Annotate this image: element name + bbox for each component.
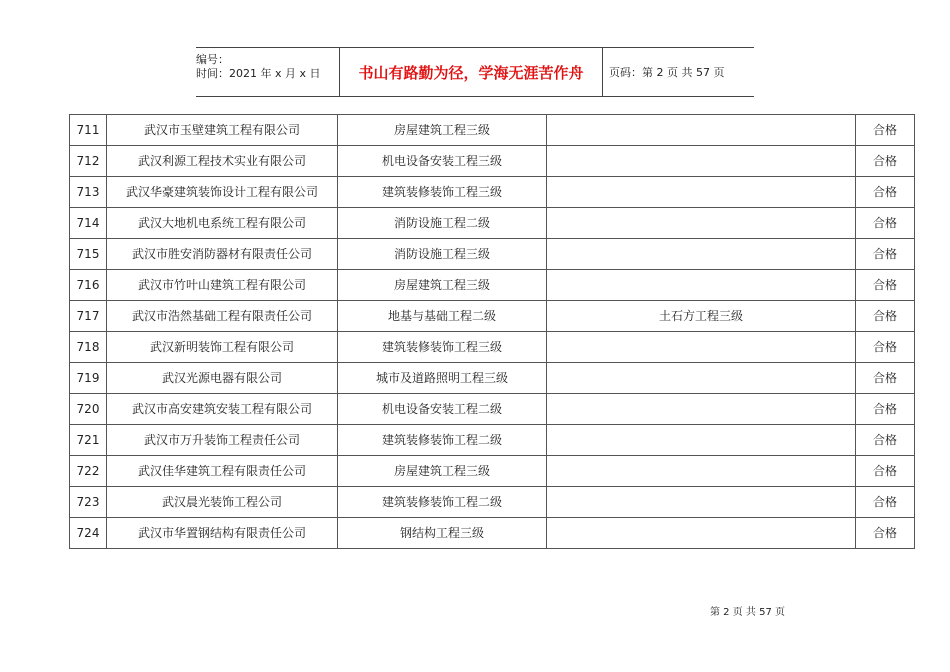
- result-cell: 合格: [856, 177, 915, 208]
- row-number-cell: 718: [70, 332, 107, 363]
- result-cell: 合格: [856, 487, 915, 518]
- company-name-cell: 武汉市胜安消防器材有限责任公司: [107, 239, 338, 270]
- time-label: 时间：2021 年 x 月 x 日: [196, 67, 321, 80]
- additional-qualification-cell: 土石方工程三级: [547, 301, 856, 332]
- row-number-cell: 722: [70, 456, 107, 487]
- company-name-cell: 武汉市玉壁建筑工程有限公司: [107, 115, 338, 146]
- qualification-cell: 房屋建筑工程三级: [338, 456, 547, 487]
- additional-qualification-cell: [547, 394, 856, 425]
- additional-qualification-cell: [547, 332, 856, 363]
- page-header: [196, 47, 754, 97]
- additional-qualification-cell: [547, 177, 856, 208]
- qualification-cell: 地基与基础工程二级: [338, 301, 547, 332]
- table-row: [70, 301, 915, 332]
- row-number-cell: 720: [70, 394, 107, 425]
- row-number-cell: 716: [70, 270, 107, 301]
- header-motto: 书山有路勤为径，学海无涯苦作舟: [340, 48, 603, 96]
- table-row: [70, 146, 915, 177]
- result-cell: 合格: [856, 394, 915, 425]
- header-meta: [196, 48, 340, 96]
- page-footer: 第 2 页 共 57 页: [710, 607, 785, 618]
- table-row: [70, 177, 915, 208]
- result-cell: 合格: [856, 301, 915, 332]
- company-name-cell: 武汉利源工程技术实业有限公司: [107, 146, 338, 177]
- row-number-cell: 712: [70, 146, 107, 177]
- company-name-cell: 武汉新明装饰工程有限公司: [107, 332, 338, 363]
- company-name-cell: 武汉市竹叶山建筑工程有限公司: [107, 270, 338, 301]
- company-name-cell: 武汉市高安建筑安装工程有限公司: [107, 394, 338, 425]
- table-row: [70, 487, 915, 518]
- table-row: [70, 425, 915, 456]
- table-row: [70, 332, 915, 363]
- table-body: [70, 115, 915, 549]
- header-page-info: 页码：第 2 页 共 57 页: [609, 66, 725, 79]
- company-name-cell: 武汉市浩然基础工程有限责任公司: [107, 301, 338, 332]
- qualification-cell: 建筑装修装饰工程三级: [338, 177, 547, 208]
- result-cell: 合格: [856, 270, 915, 301]
- table-row: [70, 208, 915, 239]
- company-name-cell: 武汉市万升装饰工程责任公司: [107, 425, 338, 456]
- row-number-cell: 724: [70, 518, 107, 549]
- company-name-cell: 武汉市华置钢结构有限责任公司: [107, 518, 338, 549]
- result-cell: 合格: [856, 332, 915, 363]
- table-row: [70, 456, 915, 487]
- additional-qualification-cell: [547, 270, 856, 301]
- qualification-cell: 建筑装修装饰工程二级: [338, 425, 547, 456]
- table-row: [70, 518, 915, 549]
- qualification-cell: 机电设备安装工程二级: [338, 394, 547, 425]
- result-cell: 合格: [856, 239, 915, 270]
- table-row: [70, 115, 915, 146]
- row-number-cell: 723: [70, 487, 107, 518]
- qualification-cell: 钢结构工程三级: [338, 518, 547, 549]
- row-number-cell: 721: [70, 425, 107, 456]
- additional-qualification-cell: [547, 487, 856, 518]
- table-row: [70, 270, 915, 301]
- row-number-cell: 719: [70, 363, 107, 394]
- qualification-cell: 建筑装修装饰工程二级: [338, 487, 547, 518]
- result-cell: 合格: [856, 363, 915, 394]
- qualification-cell: 机电设备安装工程三级: [338, 146, 547, 177]
- result-cell: 合格: [856, 425, 915, 456]
- qualification-cell: 房屋建筑工程三级: [338, 115, 547, 146]
- qualification-cell: 建筑装修装饰工程三级: [338, 332, 547, 363]
- row-number-cell: 713: [70, 177, 107, 208]
- result-cell: 合格: [856, 146, 915, 177]
- number-label: 编号：: [196, 53, 229, 66]
- company-name-cell: 武汉华豪建筑装饰设计工程有限公司: [107, 177, 338, 208]
- row-number-cell: 715: [70, 239, 107, 270]
- table-row: [70, 363, 915, 394]
- company-name-cell: 武汉大地机电系统工程有限公司: [107, 208, 338, 239]
- result-cell: 合格: [856, 518, 915, 549]
- qualification-cell: 消防设施工程二级: [338, 208, 547, 239]
- qualification-table: [69, 114, 915, 549]
- result-cell: 合格: [856, 115, 915, 146]
- additional-qualification-cell: [547, 518, 856, 549]
- row-number-cell: 711: [70, 115, 107, 146]
- additional-qualification-cell: [547, 239, 856, 270]
- qualification-cell: 房屋建筑工程三级: [338, 270, 547, 301]
- qualification-cell: 城市及道路照明工程三级: [338, 363, 547, 394]
- row-number-cell: 714: [70, 208, 107, 239]
- result-cell: 合格: [856, 208, 915, 239]
- additional-qualification-cell: [547, 425, 856, 456]
- table-row: [70, 394, 915, 425]
- result-cell: 合格: [856, 456, 915, 487]
- additional-qualification-cell: [547, 456, 856, 487]
- qualification-cell: 消防设施工程三级: [338, 239, 547, 270]
- additional-qualification-cell: [547, 363, 856, 394]
- row-number-cell: 717: [70, 301, 107, 332]
- company-name-cell: 武汉晨光装饰工程公司: [107, 487, 338, 518]
- company-name-cell: 武汉佳华建筑工程有限责任公司: [107, 456, 338, 487]
- additional-qualification-cell: [547, 115, 856, 146]
- additional-qualification-cell: [547, 208, 856, 239]
- company-name-cell: 武汉光源电器有限公司: [107, 363, 338, 394]
- additional-qualification-cell: [547, 146, 856, 177]
- table-row: [70, 239, 915, 270]
